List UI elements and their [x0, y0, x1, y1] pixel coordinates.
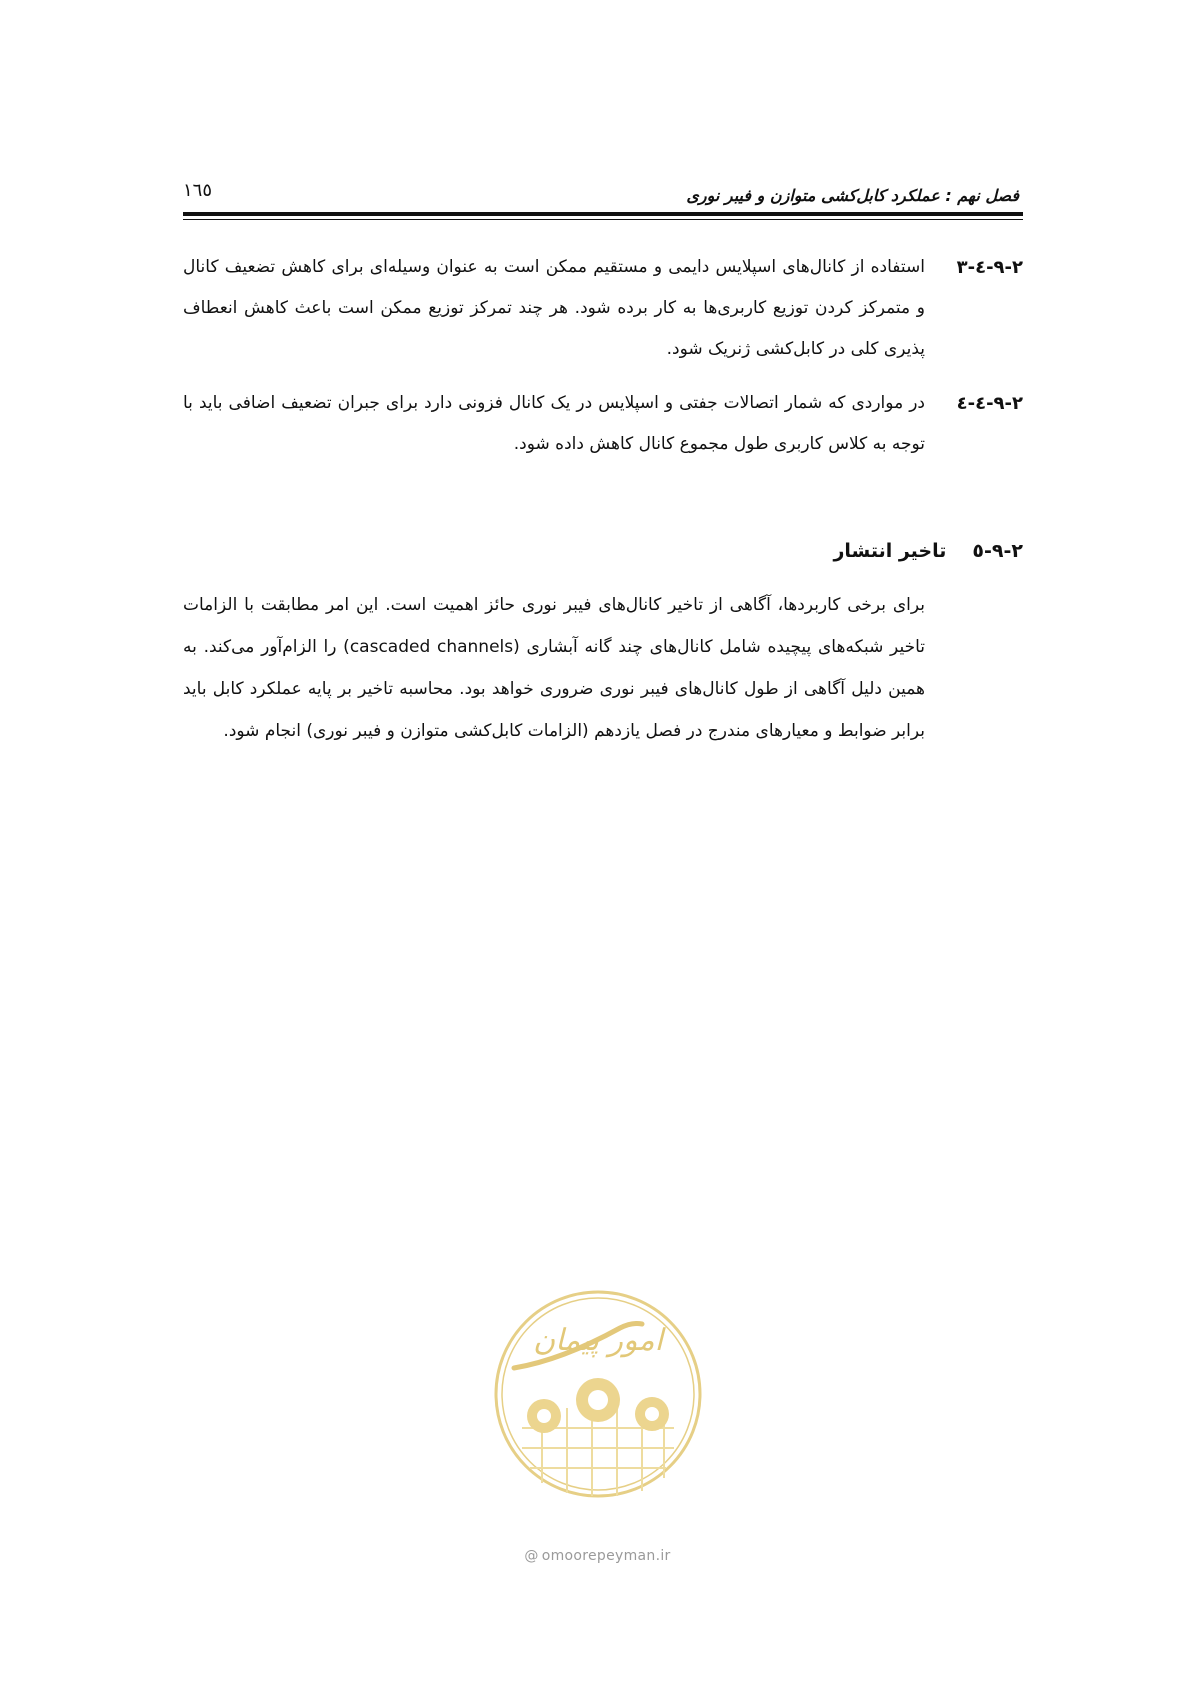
- item-number: ۹-۲-٤-٤: [956, 393, 1023, 414]
- section-number: ۹-۲-٥: [972, 540, 1023, 562]
- header-rule-thin: [183, 219, 1023, 220]
- watermark-logo-text: امور پیمان: [533, 1323, 663, 1358]
- watermark-site: omoorepeyman.ir: [541, 1548, 671, 1564]
- item-text: در مواردی که شمار اتصالات جفتی و اسپلایس در یک کانال فزونی دارد برای جبران تضعیف اضافی باید با توجه به کلاس کاربری طول مجموع کانال کاهش داده شود.: [183, 393, 925, 454]
- at-icon: @: [524, 1548, 539, 1564]
- item-text: استفاده از کانال‌های اسپلایس دایمی و مستقیم ممکن است به عنوان وسیله‌ای برای کاهش تضعیف کانال و متمرکز کردن توزیع کاربری‌ها به کار برده شود. هر چند تمرکز توزیع ممکن است باعث کاهش انعطاف پذیری کلی در کابل‌کشی ژنریک شود.: [183, 257, 925, 359]
- list-item: [183, 383, 1023, 465]
- section-heading: [833, 540, 1023, 562]
- header-rule: [183, 212, 1023, 216]
- running-title: فصل نهم : عملکرد کابل‌کشی متوازن و فیبر نوری: [686, 186, 1019, 205]
- section-title: تاخیر انتشار: [833, 540, 947, 562]
- page-number: ۱٦٥: [183, 180, 213, 201]
- section-body: برای برخی کاربردها، آگاهی از تاخیر کانال‌های فیبر نوری حائز اهمیت است. این امر مطابقت با الزامات تاخیر شبکه‌های پیچیده شامل کانال‌های چند گانه آبشاری (cascaded channels) را الزام‌آور می‌کند. به همین دلیل آگاهی از طول کانال‌های فیبر نوری ضروری خواهد بود. محاسبه تاخیر بر پایه عملکرد کابل باید برابر ضوابط و معیارهای مندرج در فصل یازدهم (الزامات کابل‌کشی متوازن و فیبر نوری) انجام شود.: [183, 595, 925, 741]
- item-number: ۹-۲-٤-۳: [956, 257, 1023, 278]
- watermark-caption: [495, 1548, 700, 1564]
- list-item: [183, 247, 1023, 370]
- watermark-logo: [492, 1288, 704, 1500]
